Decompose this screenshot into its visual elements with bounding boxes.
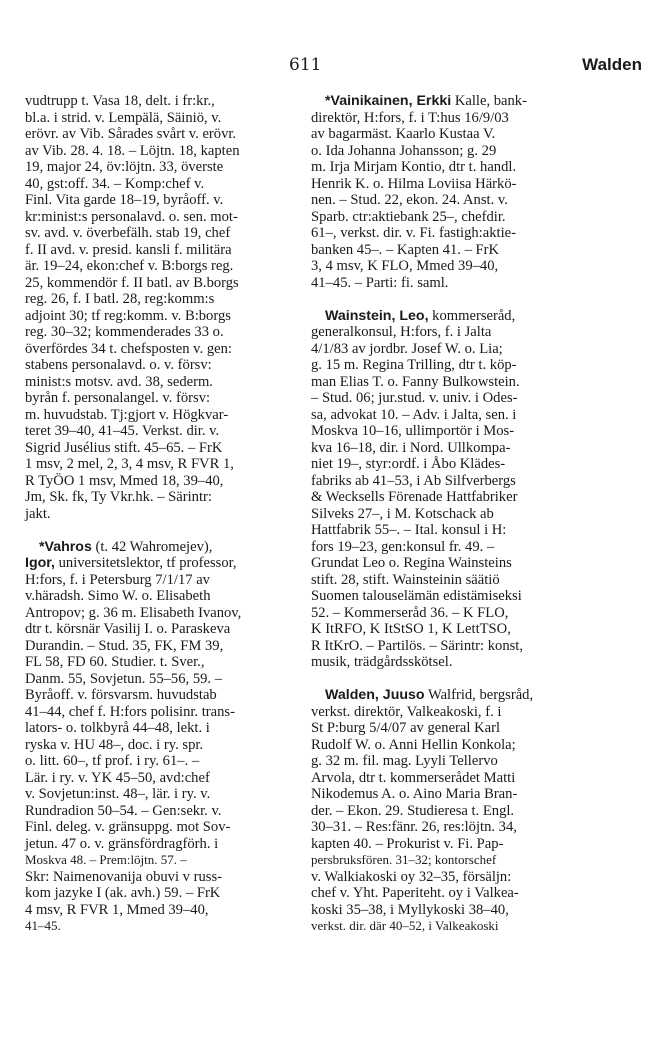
text-line: Moskva 10–16, ullimportör i Mos- bbox=[311, 423, 515, 439]
text-line: vudtrupp t. Vasa 18, delt. i fr:kr., bbox=[25, 93, 215, 109]
text-line: Sparb. ctr:aktiebank 25–, chefdir. bbox=[311, 208, 506, 225]
text-line: erövr. av Vib. Sårades svårt v. erövr. bbox=[25, 126, 237, 142]
text-line: R TyÖO 1 msv, Mmed 18, 39–40, bbox=[25, 472, 224, 489]
text-line: 41–45. bbox=[25, 918, 61, 933]
entry-gap bbox=[311, 671, 611, 688]
right-column bbox=[311, 93, 611, 935]
text-line: bl.a. i strid. v. Lempälä, Säiniö, v. bbox=[25, 109, 222, 126]
text-line: – Stud. 06; jur.stud. v. univ. i Odes- bbox=[311, 390, 518, 406]
text-line: koski 35–38, i Myllykoski 38–40, bbox=[311, 901, 509, 918]
entry-name-suffix: (t. 42 Wahromejev), bbox=[91, 538, 213, 555]
text-line: överfördes 34 t. chefsposten v. gen: bbox=[25, 340, 232, 357]
text-line: Moskva 48. – Prem:löjtn. 57. – bbox=[25, 852, 187, 867]
text-line: Hattfabrik 55–. – Ital. konsul i H: bbox=[311, 522, 507, 538]
text-line: stabens personalavd. o. v. försv: bbox=[25, 357, 212, 373]
text-line: FL 58, FD 60. Studier. t. Sver., bbox=[25, 654, 205, 670]
page-number: 611 bbox=[289, 55, 322, 75]
entry-wainstein bbox=[311, 308, 611, 671]
text-line: Lär. i ry. v. YK 45–50, avd:chef bbox=[25, 769, 210, 786]
text-line: H:fors, f. i Petersburg 7/1/17 av bbox=[25, 571, 210, 588]
text-line: Silveks 27–, i M. Kotschack ab bbox=[311, 505, 494, 522]
text-line: lators- o. tolkbyrå 44–48, lekt. i bbox=[25, 720, 210, 736]
text-line: jetun. 47 o. v. gränsfördragförh. i bbox=[25, 835, 219, 852]
text-line: 3, 4 msv, K FLO, Mmed 39–40, bbox=[311, 258, 499, 274]
entry-first-line bbox=[311, 687, 611, 704]
entry-walden bbox=[311, 687, 611, 935]
text-line: Durandin. – Stud. 35, FK, FM 39, bbox=[25, 637, 224, 654]
entry-name: Wainstein, Leo, bbox=[325, 307, 429, 324]
text-line: ryska v. HU 48–, doc. i ry. spr. bbox=[25, 736, 204, 753]
text-line: är. 19–24, ekon:chef v. B:borgs reg. bbox=[25, 258, 234, 274]
entry-name: Walden, Juuso bbox=[325, 687, 425, 703]
text-line: Arvola, dtr t. kommerserådet Matti bbox=[311, 769, 516, 786]
text-line: g. 15 m. Regina Trilling, dtr t. köp- bbox=[311, 357, 517, 373]
entry-first-line-tail: Kalle, bank- bbox=[451, 93, 527, 109]
text-line: sv. avd. v. överbefälh. stab 19, chef bbox=[25, 225, 231, 241]
text-line: 41–44, chef f. H:fors polisinr. trans- bbox=[25, 703, 235, 720]
text-line: 1 msv, 2 mel, 2, 3, 4 msv, R FVR 1, bbox=[25, 456, 234, 472]
text-line: v.häradsh. Simo W. o. Elisabeth bbox=[25, 588, 211, 604]
entry-second-line bbox=[25, 555, 310, 572]
text-line: byrån f. personalangel. v. försv: bbox=[25, 390, 211, 406]
text-line: reg. 26, f. I batl. 28, reg:komm:s bbox=[25, 291, 215, 307]
text-line: chef v. Yht. Paperiteht. oy i Valkea- bbox=[311, 885, 519, 901]
text-line: musik, trädgårdsskötsel. bbox=[311, 654, 453, 670]
running-head: Walden bbox=[582, 55, 642, 74]
text-line: m. huvudstab. Tj:gjort v. Högkvar- bbox=[25, 406, 229, 423]
text-line: Suomen talouselämän edistämiseksi bbox=[311, 588, 522, 604]
text-line: kr:minist:s personalavd. o. sen. mot- bbox=[25, 208, 238, 225]
text-line: g. 32 m. fil. mag. Lyyli Tellervo bbox=[311, 753, 498, 769]
text-line: o. Ida Johanna Johansson; g. 29 bbox=[311, 142, 497, 159]
entry-given-name: Igor, bbox=[25, 555, 55, 571]
text-line: teret 39–40, 41–45. Verkst. dir. v. bbox=[25, 423, 220, 439]
text-line: Finl. Vita garde 18–19, byråoff. v. bbox=[25, 192, 224, 208]
text-line: adjoint 30; tf reg:komm. v. B:borgs bbox=[25, 307, 231, 324]
text-line: banken 45–. – Kapten 41. – FrK bbox=[311, 241, 500, 258]
text-line: Rudolf W. o. Anni Hellin Konkola; bbox=[311, 736, 516, 753]
text-line: 4 msv, R FVR 1, Mmed 39–40, bbox=[25, 901, 209, 918]
entry-gap bbox=[25, 522, 310, 539]
text-line: Skr: Naimenovanija obuvi v russ- bbox=[25, 868, 222, 885]
entry-first-line bbox=[311, 308, 611, 325]
text-line: 61–, verkst. dir. v. Fi. fastigh:aktie- bbox=[311, 225, 516, 241]
text-line: niet 19–, styr:ordf. i Åbo Klädes- bbox=[311, 456, 506, 472]
left-column bbox=[25, 93, 310, 935]
text-line: f. II avd. v. presid. kansli f. militära bbox=[25, 241, 232, 258]
text-line: Nikodemus A. o. Aino Maria Bran- bbox=[311, 786, 518, 802]
text-line: 4/1/83 av jordbr. Josef W. o. Lia; bbox=[311, 340, 503, 357]
text-line: stift. 28, stift. Wainsteinin säätiö bbox=[311, 571, 500, 588]
text-line: Sigrid Jusélius stift. 45–65. – FrK bbox=[25, 439, 223, 456]
text-line: verkst. direktör, Valkeakoski, f. i bbox=[311, 703, 502, 720]
text-line: v. Sovjetun:inst. 48–, lär. i ry. v. bbox=[25, 786, 211, 802]
text-line: 19, major 24, öv:löjtn. 33, överste bbox=[25, 159, 224, 175]
entry-first-line-tail: Walfrid, bergsråd, bbox=[424, 687, 534, 703]
text-line: kom jazyke I (ak. avh.) 59. – FrK bbox=[25, 885, 221, 901]
text-line: K ItRFO, K ItStSO 1, K LettTSO, bbox=[311, 621, 511, 637]
text-line: sa, advokat 10. – Adv. i Jalta, sen. i bbox=[311, 406, 517, 423]
text-line: Henrik K. o. Hilma Loviisa Härkö- bbox=[311, 175, 517, 192]
text-line: Finl. deleg. v. gränsuppg. mot Sov- bbox=[25, 819, 231, 835]
entry-name: *Vahros bbox=[39, 538, 92, 555]
text-line: 40, gst:off. 34. – Komp:chef v. bbox=[25, 175, 205, 192]
text-line: & Wecksells Förenade Hattfabriker bbox=[311, 489, 518, 505]
entry-vainikainen bbox=[311, 93, 611, 291]
text-line: direktör, H:fors, f. i T:hus 16/9/03 bbox=[311, 109, 509, 126]
text-line: St P:burg 5/4/07 av general Karl bbox=[311, 720, 501, 736]
text-line: der. – Ekon. 29. Studieresa t. Engl. bbox=[311, 802, 515, 819]
text-line: generalkonsul, H:fors, f. i Jalta bbox=[311, 324, 492, 340]
text-line: Rundradion 50–54. – Gen:sekr. v. bbox=[25, 802, 222, 819]
entry-first-line-tail: universitetslektor, tf professor, bbox=[54, 555, 237, 571]
text-line: minist:s motsv. avd. 38, sederm. bbox=[25, 373, 213, 390]
text-line: man Elias T. o. Fanny Bulkowstein. bbox=[311, 373, 520, 390]
text-line: 41–45. – Parti: fi. saml. bbox=[311, 274, 449, 291]
text-line: m. Irja Mirjam Kontio, dtr t. handl. bbox=[311, 159, 517, 175]
text-line: v. Walkiakoski oy 32–35, försäljn: bbox=[311, 868, 512, 885]
text-line: Danm. 55, Sovjetun. 55–56, 59. – bbox=[25, 670, 223, 687]
entry-gap bbox=[311, 291, 611, 308]
text-line: kva 16–18, dir. i Nord. Ullkompa- bbox=[311, 439, 511, 456]
text-line: nen. – Stud. 22, ekon. 24. Anst. v. bbox=[311, 192, 508, 208]
text-line: 52. – Kommerseråd 36. – K FLO, bbox=[311, 604, 509, 621]
text-line: Grundat Leo o. Regina Wainsteins bbox=[311, 555, 512, 571]
text-line: o. litt. 60–, tf prof. i ry. 61–. – bbox=[25, 753, 200, 769]
text-line: Jm, Sk. fk, Ty Vkr.hk. – Särintr: bbox=[25, 489, 212, 505]
text-line: verkst. dir. där 40–52, i Valkeakoski bbox=[311, 918, 499, 933]
text-line: reg. 30–32; kommenderades 33 o. bbox=[25, 324, 224, 340]
text-line: av Vib. 28. 4. 18. – Löjtn. 18, kapten bbox=[25, 142, 240, 159]
entry-first-line bbox=[25, 539, 310, 556]
text-line: 25, kommendör f. II batl. av B.borgs bbox=[25, 274, 239, 291]
text-line: persbruksfören. 31–32; kontorschef bbox=[311, 852, 497, 867]
text-line: fors 19–23, gen:konsul fr. 49. – bbox=[311, 538, 495, 555]
text-line: 30–31. – Res:fänr. 26, res:löjtn. 34, bbox=[311, 819, 517, 835]
text-line: fabriks ab 41–53, i Ab Silfverbergs bbox=[311, 472, 516, 489]
entry-vahros bbox=[25, 539, 310, 935]
continuation-entry bbox=[25, 93, 310, 522]
text-line: Byråoff. v. försvarsm. huvudstab bbox=[25, 687, 217, 703]
entry-name: *Vainikainen, Erkki bbox=[325, 93, 452, 109]
text-line: kapten 40. – Prokurist v. Fi. Pap- bbox=[311, 835, 504, 852]
text-line: R ItKrO. – Partilös. – Särintr: konst, bbox=[311, 637, 524, 654]
text-line: dtr t. körsnär Vasilij I. o. Paraskeva bbox=[25, 621, 231, 637]
text-line: av bagarmäst. Kaarlo Kustaa V. bbox=[311, 126, 496, 142]
text-line: jakt. bbox=[25, 505, 51, 522]
entry-first-line bbox=[311, 93, 611, 110]
text-line: Antropov; g. 36 m. Elisabeth Ivanov, bbox=[25, 604, 242, 621]
entry-first-line-tail: kommerseråd, bbox=[428, 307, 516, 324]
